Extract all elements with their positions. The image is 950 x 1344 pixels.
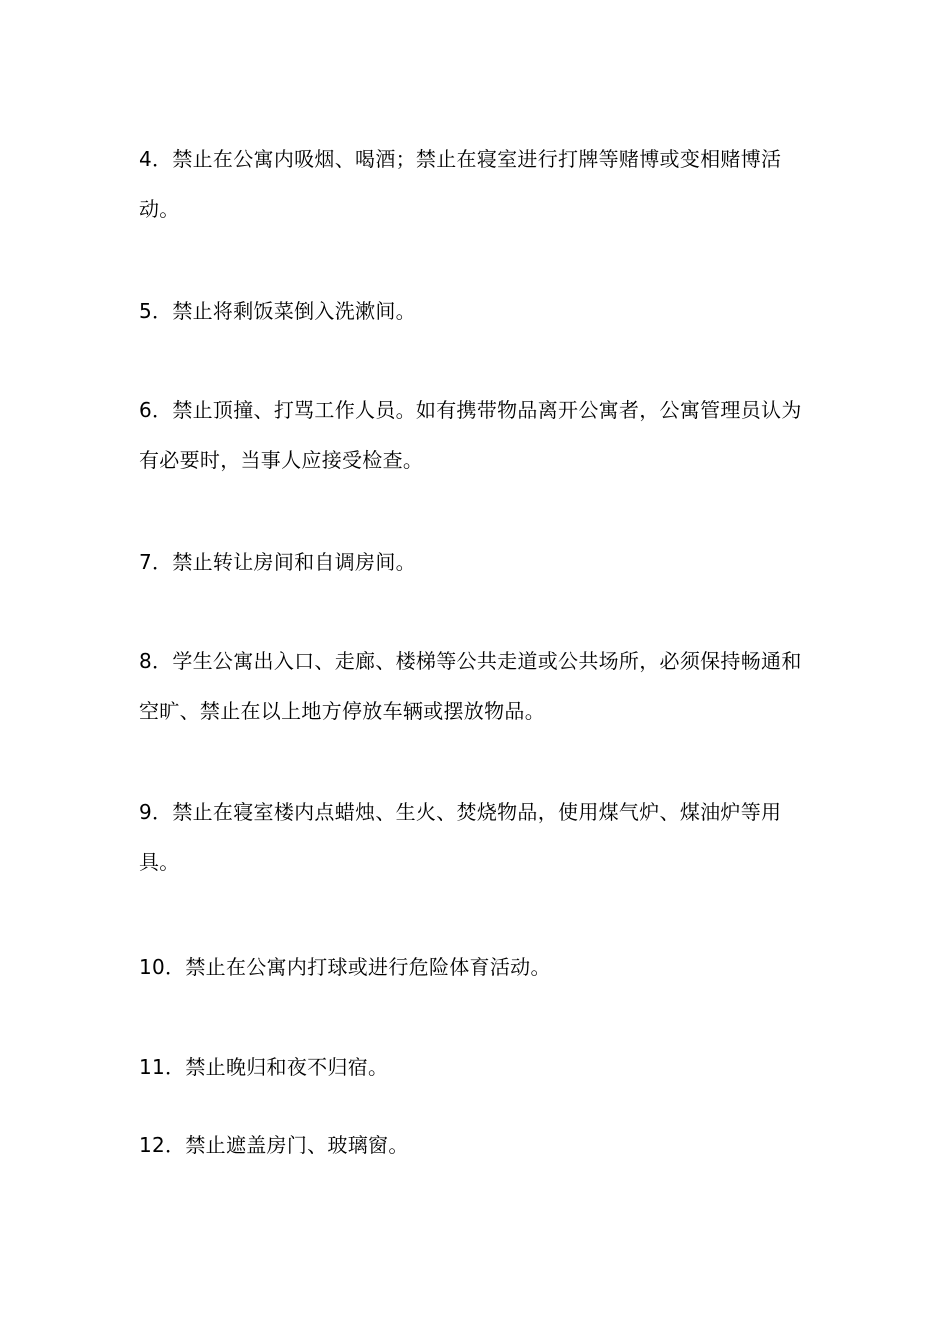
rule-item-8: 8．学生公寓出入口、走廊、楼梯等公共走道或公共场所，必须保持畅通和空旷、禁止在以上地方停放车辆或摆放物品。 — [139, 649, 802, 723]
rule-item-7: 7．禁止转让房间和自调房间。 — [139, 550, 416, 574]
rule-item-10: 10．禁止在公寓内打球或进行危险体育活动。 — [139, 955, 551, 979]
rule-item-5: 5．禁止将剩饭菜倒入洗漱间。 — [139, 299, 416, 323]
rule-item-11: 11．禁止晚归和夜不归宿。 — [139, 1055, 389, 1079]
rule-item-12: 12．禁止遮盖房门、玻璃窗。 — [139, 1133, 409, 1157]
rule-item-9: 9．禁止在寝室楼内点蜡烛、生火、焚烧物品，使用煤气炉、煤油炉等用具。 — [139, 800, 782, 874]
rule-item-6: 6．禁止顶撞、打骂工作人员。如有携带物品离开公寓者，公寓管理员认为有必要时，当事人应接受检查。 — [139, 398, 802, 472]
rule-item-4: 4．禁止在公寓内吸烟、喝酒；禁止在寝室进行打牌等赌博或变相赌博活动。 — [139, 147, 782, 221]
